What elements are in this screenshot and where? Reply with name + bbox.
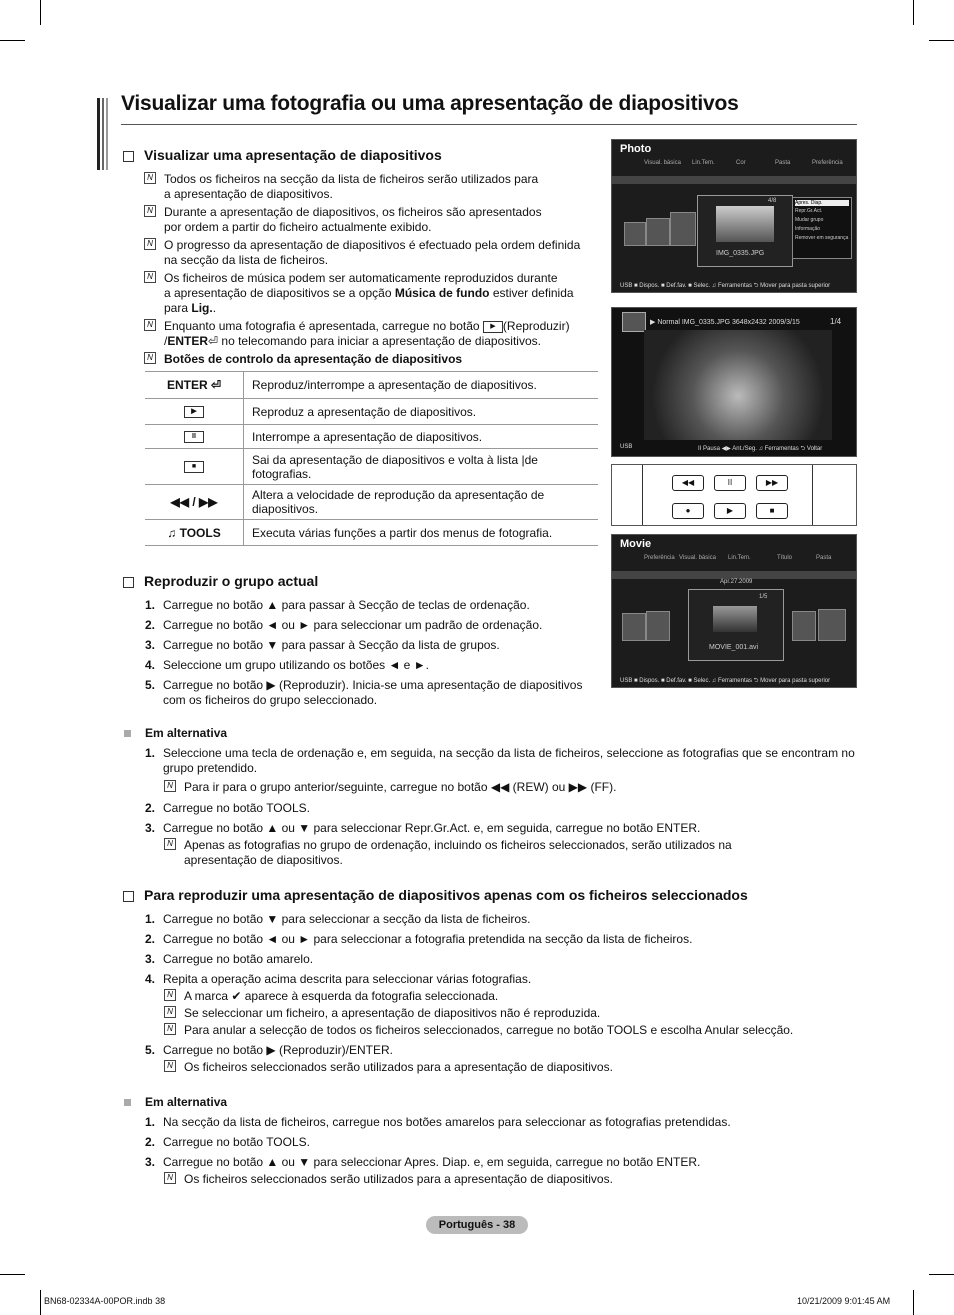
title-rule	[121, 124, 857, 125]
alt-steps-list: 1. Na secção da lista de ficheiros, carregue nos botões amarelos para seleccionar as fotografias pretendidas. 2. Carregue no botão TOOLS. 3. Carregue no botão ▲ ou ▼ para seleccionar Apres. Diap. e, em seguida, carregue no botão ENTER. N Os ficheiros seleccionados serão utilizados para a apresentação de diapositivos.	[145, 1115, 731, 1186]
crop-mark	[0, 40, 25, 41]
menu-item[interactable]: Apres. Diap.	[795, 200, 849, 206]
menu-item[interactable]: Remover em segurança	[795, 235, 849, 241]
footer-date: 10/21/2009 9:01:45 AM	[797, 1296, 891, 1306]
pause-icon: II	[184, 431, 204, 443]
movie-preview	[713, 606, 757, 632]
timeline-bar	[612, 176, 856, 184]
note-icon: N	[144, 172, 156, 184]
alt-heading: Em alternativa	[124, 726, 227, 740]
control-key	[145, 425, 244, 449]
crop-mark	[40, 0, 41, 25]
timeline-bar	[612, 571, 856, 579]
ff-icon: ▶▶	[756, 475, 788, 491]
steps-list: 1. Carregue no botão ▼ para seleccionar a secção da lista de ficheiros. 2. Carregue no botão ◄ ou ► para seleccionar a fotografia pretendida na secção da lista de ficheiros. 3. Carregue no botão amarelo. 4. Repita a operação acima descrita para seleccionar várias fotografias. N A marca ✔ aparece à esquerda da fotografia seleccionada. N Se seleccionar um ficheiro, a apresentação de diapositivos não é reproduzida. N Para anular a selecção de todos os ficheiros seleccionados, carregue no botão TOOLS e escolha Anular selecção. 5. Carregue no botão ▶ (Reproduzir)/ENTER. N Os ficheiros seleccionados serão utilizados para a apresentação de diapositivos.	[145, 912, 794, 1074]
note-icon: N	[144, 238, 156, 250]
play-icon: ▶	[483, 321, 503, 333]
thumbnail	[624, 222, 646, 246]
pause-icon: II	[714, 475, 746, 491]
control-key	[145, 449, 244, 485]
tools-menu	[792, 197, 852, 259]
title-decoration	[97, 98, 111, 170]
note-icon: N	[144, 319, 156, 331]
steps-list: 1. Carregue no botão ▲ para passar à Secção de teclas de ordenação. 2. Carregue no botão ◄ ou ► para seleccionar um padrão de ordenação. 3. Carregue no botão ▼ para passar à Secção da lista de grupos. 4. Seleccione um grupo utilizando os botões ◄ e ►. 5. Carregue no botão ▶ (Reproduzir). Inicia-se uma apresentação de diapositivos com os ficheiros do grupo seleccionado.	[145, 598, 583, 707]
crop-mark	[913, 1290, 914, 1315]
selected-photo: 4/8 IMG_0335.JPG	[697, 195, 793, 267]
alt-steps-list: 1. Seleccione uma tecla de ordenação e, em seguida, na secção da lista de ficheiros, seleccione as fotografias que se encontram no grupo pretendido. N Para ir para o grupo anterior/seguinte, carregue no botão ◀◀ (REW) ou ▶▶ (FF). 2. Carregue no botão TOOLS. 3. Carregue no botão ▲ ou ▼ para seleccionar Repr.Gr.Act. e, em seguida, carregue no botão ENTER. N Apenas as fotografias no grupo de ordenação, incluindo os ficheiros seleccionados, serão utilizados na apresentação de diapositivos.	[145, 746, 855, 867]
thumbnail	[670, 212, 696, 246]
section-heading: Visualizar uma apresentação de diapositivos	[123, 147, 442, 163]
control-key: ENTER ⏎	[145, 372, 244, 399]
enter-icon: ⏎	[210, 378, 222, 392]
record-icon: ●	[672, 503, 704, 519]
section-heading: Reproduzir o grupo actual	[123, 573, 318, 589]
selected-movie: 1/5 MOVIE_001.avi	[688, 589, 784, 661]
control-key	[145, 399, 244, 425]
control-key	[145, 485, 244, 520]
photo-preview	[716, 206, 774, 242]
note-icon: N	[164, 780, 176, 792]
menu-item[interactable]: Repr.Gr.Act.	[795, 208, 823, 214]
menu-item[interactable]: Mudar grupo	[795, 217, 824, 223]
crop-mark	[0, 1274, 25, 1275]
note-icon: N	[144, 205, 156, 217]
thumbnail	[646, 611, 670, 641]
slideshow-screen: ▶ Normal IMG_0335.JPG 3648x2432 2009/3/15 1/4 USB II Pausa ◀▶ Ant./Seg. ♫ Ferramentas ⮌ Voltar	[611, 307, 857, 457]
rew-ff-icon: ◀◀ / ▶▶	[170, 495, 218, 509]
section-heading: Para reproduzir uma apresentação de diapositivos apenas com os ficheiros seleccionados	[123, 887, 748, 903]
enter-icon: ⏎	[208, 334, 219, 348]
slideshow-icon	[622, 312, 646, 332]
note-icon: N	[164, 1006, 176, 1018]
note-icon: N	[164, 1172, 176, 1184]
note-icon: N	[144, 271, 156, 283]
note-list: N Todos os ficheiros na secção da lista de ficheiros serão utilizados para a apresentação de diapositivos. N Durante a apresentação de diapositivos, os ficheiros são apresentados por ordem a partir do ficheiro actualmente exibido. N O progresso da apresentação de diapositivos é efectuado pela ordem definida na secção da lista de ficheiros. N Os ficheiros de música podem ser automaticamente reproduzidos durante a apresentação de diapositivos se a opção Música de fundo estiver definida para Lig.. N Enquanto uma fotografia é apresentada, carregue no botão ▶ (Reproduzir) /ENTER⏎ no telecomando para iniciar a apresentação de diapositivos. N Botões de controlo da apresentação de diapositivos	[144, 172, 604, 367]
controls-table: ENTER ⏎ Reproduz/interrompe a apresentação de diapositivos. ▶ Reproduz a apresentação de diapositivos. II Interrompe a apresentação de diapositivos. ■ Sai da apresentação de diapositivos e volta à lista |de fotografias. ◀◀ / ▶▶ Altera a velocidade de reprodução da apresentação de diapositivos. ♫ TOOLS Executa várias funções a partir dos menus de fotografia.	[145, 371, 598, 546]
thumbnail	[818, 609, 846, 641]
stop-icon: ■	[184, 461, 204, 473]
note-icon: N	[164, 1023, 176, 1035]
stop-icon: ■	[756, 503, 788, 519]
crop-mark	[929, 40, 954, 41]
tools-icon: ♫	[167, 525, 177, 540]
play-icon: ▶	[184, 406, 204, 418]
remote-illustration	[611, 464, 857, 526]
crop-mark	[913, 0, 914, 25]
crop-mark	[929, 1274, 954, 1275]
crop-mark	[40, 1290, 41, 1315]
alt-heading: Em alternativa	[124, 1095, 227, 1109]
note-icon: N	[164, 838, 176, 850]
note-icon: N	[164, 1060, 176, 1072]
menu-item[interactable]: Informação	[795, 226, 821, 232]
play-icon: ▶	[714, 503, 746, 519]
photo-display	[644, 330, 832, 440]
footer-file: BN68-02334A-00POR.indb 38	[44, 1296, 166, 1306]
photo-screen: Photo Visual. básica Lin.Tem. Cor Pasta Preferência 4/8 IMG_0335.JPG Apres. Diap. Repr.Gr.Act. Mudar grupo Informação Remover em segurança USB ■ Dispos. ■ Def.fav. ■ Selec. ♫ Ferramentas ⮌ Mover para pasta superior	[611, 139, 857, 293]
thumbnail	[792, 611, 816, 641]
rew-icon: ◀◀	[672, 475, 704, 491]
page-title: Visualizar uma fotografia ou uma apresentação de diapositivos	[121, 92, 739, 115]
note-icon: N	[164, 989, 176, 1001]
page-number: Português - 38	[426, 1216, 528, 1234]
control-key: ♫ TOOLS	[145, 520, 244, 546]
movie-screen: Movie Preferência Visual. básica Lin.Tem. Título Pasta Apr.27.2009 1/5 MOVIE_001.avi USB ■ Dispos. ■ Def.fav. ■ Selec. ♫ Ferramentas ⮌ Mover para pasta superior	[611, 534, 857, 688]
note-icon: N	[144, 352, 156, 364]
thumbnail	[622, 613, 646, 641]
thumbnail	[646, 218, 670, 246]
